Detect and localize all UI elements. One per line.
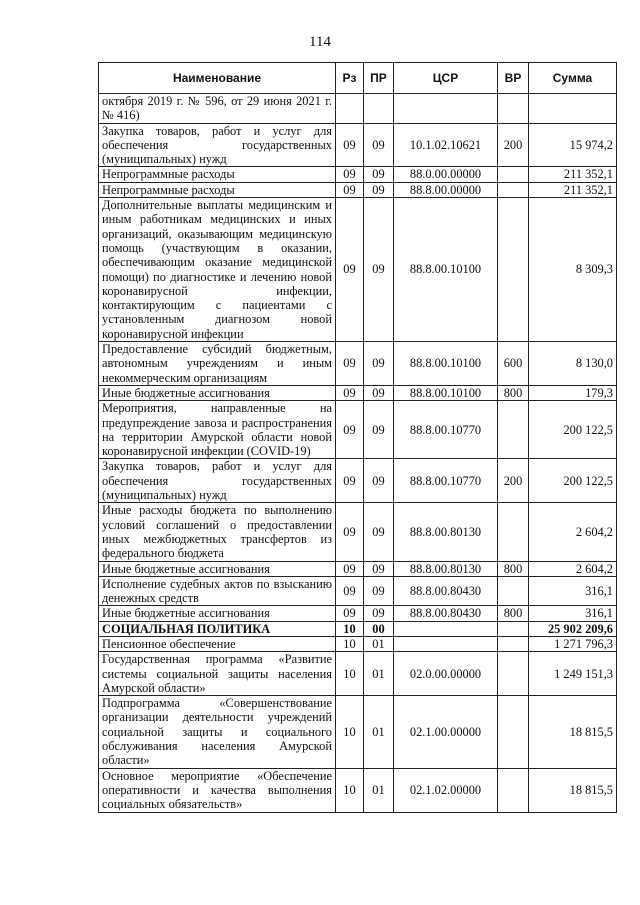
cell-name: Государственная программа «Развитие системы социальной защиты населения Амурской области» bbox=[99, 652, 336, 696]
cell-vr bbox=[498, 401, 529, 459]
cell-pr: 09 bbox=[364, 401, 394, 459]
cell-name: Иные расходы бюджета по выполнению условий соглашений о предоставлении иных межбюджетных трансфертов из федерального бюджета bbox=[99, 503, 336, 561]
table-row bbox=[99, 768, 617, 812]
cell-vr: 800 bbox=[498, 385, 529, 400]
cell-rz: 09 bbox=[336, 182, 364, 197]
cell-csr: 88.8.00.80130 bbox=[394, 503, 498, 561]
cell-sum: 316,1 bbox=[529, 576, 617, 606]
cell-pr: 09 bbox=[364, 606, 394, 621]
cell-rz: 09 bbox=[336, 576, 364, 606]
cell-name: Пенсионное обеспечение bbox=[99, 636, 336, 651]
cell-vr bbox=[498, 198, 529, 342]
cell-vr bbox=[498, 636, 529, 651]
cell-name: Иные бюджетные ассигнования bbox=[99, 385, 336, 400]
header-vr: ВР bbox=[498, 63, 529, 94]
header-csr: ЦСР bbox=[394, 63, 498, 94]
cell-rz: 10 bbox=[336, 768, 364, 812]
cell-csr bbox=[394, 621, 498, 636]
cell-sum: 25 902 209,6 bbox=[529, 621, 617, 636]
cell-rz bbox=[336, 94, 364, 124]
cell-pr: 09 bbox=[364, 459, 394, 503]
cell-name: Иные бюджетные ассигнования bbox=[99, 606, 336, 621]
table-row bbox=[99, 459, 617, 503]
cell-csr: 88.8.00.80430 bbox=[394, 576, 498, 606]
cell-rz: 09 bbox=[336, 459, 364, 503]
cell-name: Предоставление субсидий бюджетным, автономным учреждениям и иным некоммерческим организациям bbox=[99, 342, 336, 386]
cell-rz: 09 bbox=[336, 342, 364, 386]
cell-csr: 88.8.00.10770 bbox=[394, 459, 498, 503]
cell-rz: 09 bbox=[336, 401, 364, 459]
table-row bbox=[99, 342, 617, 386]
cell-vr bbox=[498, 503, 529, 561]
cell-name: Дополнительные выплаты медицинским и иным работникам медицинских и иных организаций, оказывающим медицинскую помощь (участвующим в оказании, обеспечивающим оказание медицинской помощи) по диагностике и лечению новой коронавирусной инфекции, контактирующим с пациентами с установленным диагнозом новой коронавирусной инфекции bbox=[99, 198, 336, 342]
cell-rz: 10 bbox=[336, 636, 364, 651]
cell-sum: 200 122,5 bbox=[529, 401, 617, 459]
cell-csr: 88.0.00.00000 bbox=[394, 167, 498, 182]
table-row bbox=[99, 561, 617, 576]
cell-sum bbox=[529, 94, 617, 124]
cell-sum: 211 352,1 bbox=[529, 167, 617, 182]
header-sum: Сумма bbox=[529, 63, 617, 94]
cell-vr bbox=[498, 182, 529, 197]
cell-csr: 88.8.00.00000 bbox=[394, 182, 498, 197]
table-row bbox=[99, 385, 617, 400]
table-row bbox=[99, 636, 617, 651]
cell-pr: 01 bbox=[364, 768, 394, 812]
cell-csr: 88.8.00.10100 bbox=[394, 385, 498, 400]
table-header-row bbox=[99, 63, 617, 94]
cell-pr: 09 bbox=[364, 167, 394, 182]
cell-pr: 00 bbox=[364, 621, 394, 636]
cell-rz: 09 bbox=[336, 561, 364, 576]
cell-sum: 15 974,2 bbox=[529, 123, 617, 167]
cell-vr bbox=[498, 576, 529, 606]
cell-name: Основное мероприятие «Обеспечение оперативности и качества выполнения социальных обязательств» bbox=[99, 768, 336, 812]
cell-rz: 09 bbox=[336, 167, 364, 182]
cell-csr: 02.0.00.00000 bbox=[394, 652, 498, 696]
cell-pr: 09 bbox=[364, 342, 394, 386]
table-row bbox=[99, 696, 617, 768]
table-row bbox=[99, 503, 617, 561]
header-rz: Рз bbox=[336, 63, 364, 94]
cell-pr: 09 bbox=[364, 182, 394, 197]
cell-name: Иные бюджетные ассигнования bbox=[99, 561, 336, 576]
header-pr: ПР bbox=[364, 63, 394, 94]
cell-pr: 09 bbox=[364, 503, 394, 561]
cell-sum: 18 815,5 bbox=[529, 768, 617, 812]
cell-csr: 88.8.00.80430 bbox=[394, 606, 498, 621]
table-row bbox=[99, 621, 617, 636]
cell-rz: 10 bbox=[336, 621, 364, 636]
cell-pr: 01 bbox=[364, 652, 394, 696]
cell-pr: 09 bbox=[364, 123, 394, 167]
table-row bbox=[99, 182, 617, 197]
cell-pr: 01 bbox=[364, 696, 394, 768]
cell-vr: 800 bbox=[498, 606, 529, 621]
cell-csr bbox=[394, 94, 498, 124]
cell-vr: 200 bbox=[498, 459, 529, 503]
cell-sum: 316,1 bbox=[529, 606, 617, 621]
cell-vr bbox=[498, 167, 529, 182]
table-body bbox=[99, 94, 617, 813]
cell-name: Мероприятия, направленные на предупреждение завоза и распространения на территории Амурской области новой коронавирусной инфекции (COVID-19) bbox=[99, 401, 336, 459]
cell-name: Закупка товаров, работ и услуг для обеспечения государственных (муниципальных) нужд bbox=[99, 123, 336, 167]
cell-pr: 09 bbox=[364, 385, 394, 400]
cell-sum: 8 130,0 bbox=[529, 342, 617, 386]
cell-csr bbox=[394, 636, 498, 651]
cell-rz: 09 bbox=[336, 198, 364, 342]
cell-csr: 88.8.00.10100 bbox=[394, 342, 498, 386]
cell-name: октября 2019 г. № 596, от 29 июня 2021 г. № 416) bbox=[99, 94, 336, 124]
cell-sum: 18 815,5 bbox=[529, 696, 617, 768]
cell-vr: 600 bbox=[498, 342, 529, 386]
cell-csr: 02.1.00.00000 bbox=[394, 696, 498, 768]
table-row bbox=[99, 606, 617, 621]
cell-sum: 8 309,3 bbox=[529, 198, 617, 342]
cell-csr: 10.1.02.10621 bbox=[394, 123, 498, 167]
cell-rz: 09 bbox=[336, 606, 364, 621]
cell-vr: 800 bbox=[498, 561, 529, 576]
table-row bbox=[99, 652, 617, 696]
header-name: Наименование bbox=[99, 63, 336, 94]
cell-name: Непрограммные расходы bbox=[99, 182, 336, 197]
cell-csr: 88.8.00.10100 bbox=[394, 198, 498, 342]
cell-rz: 09 bbox=[336, 503, 364, 561]
cell-name: Непрограммные расходы bbox=[99, 167, 336, 182]
cell-pr: 09 bbox=[364, 576, 394, 606]
cell-rz: 09 bbox=[336, 123, 364, 167]
cell-rz: 10 bbox=[336, 652, 364, 696]
cell-sum: 200 122,5 bbox=[529, 459, 617, 503]
cell-csr: 88.8.00.80130 bbox=[394, 561, 498, 576]
cell-sum: 1 271 796,3 bbox=[529, 636, 617, 651]
cell-pr: 09 bbox=[364, 561, 394, 576]
cell-csr: 88.8.00.10770 bbox=[394, 401, 498, 459]
cell-name: Закупка товаров, работ и услуг для обеспечения государственных (муниципальных) нужд bbox=[99, 459, 336, 503]
cell-pr bbox=[364, 94, 394, 124]
cell-sum: 2 604,2 bbox=[529, 561, 617, 576]
cell-sum: 1 249 151,3 bbox=[529, 652, 617, 696]
cell-sum: 2 604,2 bbox=[529, 503, 617, 561]
cell-pr: 01 bbox=[364, 636, 394, 651]
cell-sum: 179,3 bbox=[529, 385, 617, 400]
table-row bbox=[99, 123, 617, 167]
cell-name: Подпрограмма «Совершенствование организации деятельности учреждений социальной защиты и социального обслуживания населения Амурской области» bbox=[99, 696, 336, 768]
table-row bbox=[99, 401, 617, 459]
cell-vr: 200 bbox=[498, 123, 529, 167]
cell-vr bbox=[498, 652, 529, 696]
cell-name: Исполнение судебных актов по взысканию денежных средств bbox=[99, 576, 336, 606]
table-row bbox=[99, 167, 617, 182]
table-row bbox=[99, 576, 617, 606]
cell-sum: 211 352,1 bbox=[529, 182, 617, 197]
cell-pr: 09 bbox=[364, 198, 394, 342]
cell-vr bbox=[498, 94, 529, 124]
cell-name: СОЦИАЛЬНАЯ ПОЛИТИКА bbox=[99, 621, 336, 636]
budget-table bbox=[98, 62, 617, 813]
cell-rz: 10 bbox=[336, 696, 364, 768]
cell-rz: 09 bbox=[336, 385, 364, 400]
cell-vr bbox=[498, 768, 529, 812]
table-row bbox=[99, 94, 617, 124]
cell-csr: 02.1.02.00000 bbox=[394, 768, 498, 812]
cell-vr bbox=[498, 621, 529, 636]
page-number: 114 bbox=[309, 34, 331, 50]
cell-vr bbox=[498, 696, 529, 768]
table-row bbox=[99, 198, 617, 342]
